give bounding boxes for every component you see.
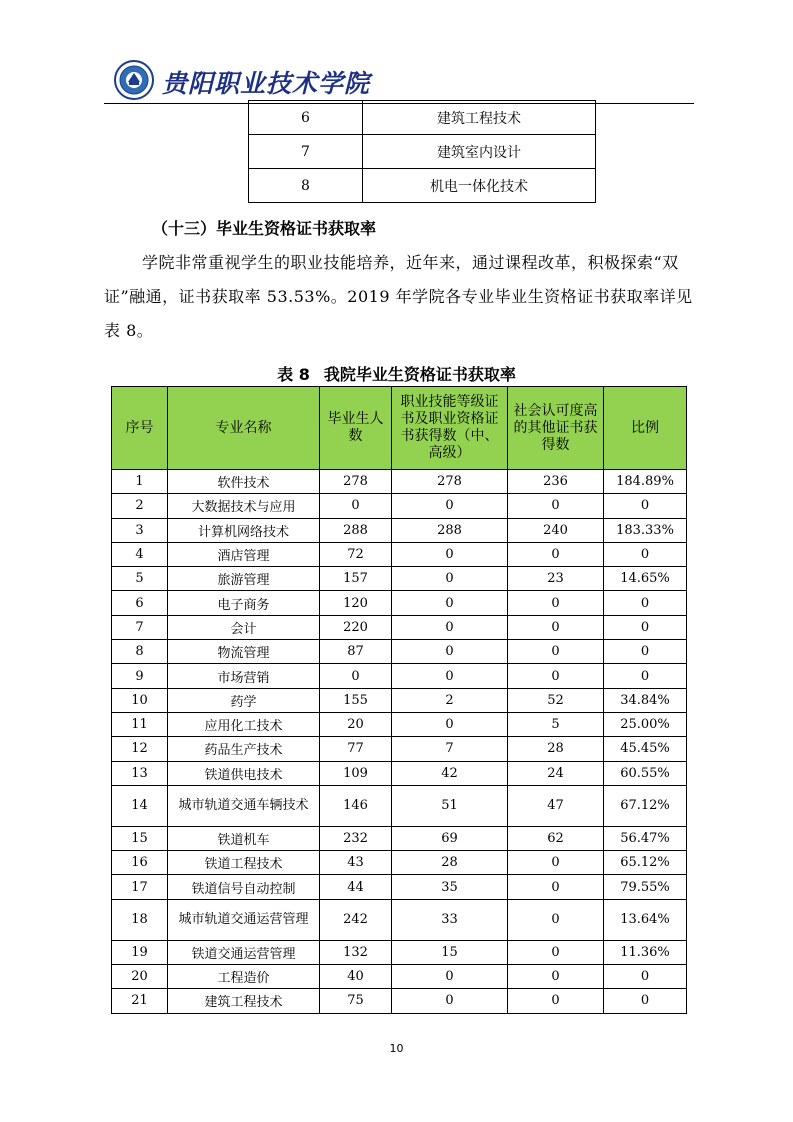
cell-ratio: 34.84% (604, 688, 687, 712)
cell-major: 会计 (168, 615, 320, 639)
cell-no: 15 (112, 826, 168, 850)
cell-major: 铁道工程技术 (168, 851, 320, 875)
cell-skill-certs: 0 (392, 712, 508, 736)
cell-no: 13 (112, 761, 168, 785)
table-row (112, 940, 687, 964)
table-row (112, 591, 687, 615)
cell-other-certs: 0 (508, 615, 604, 639)
cell-other-certs: 240 (508, 518, 604, 542)
table-row (112, 826, 687, 850)
header-no: 序号 (112, 387, 168, 470)
cell-graduates: 157 (320, 567, 392, 591)
cell-no: 7 (249, 135, 363, 169)
cell-skill-certs: 278 (392, 470, 508, 494)
table-row (112, 664, 687, 688)
cell-other-certs: 0 (508, 851, 604, 875)
cell-major: 铁道机车 (168, 826, 320, 850)
cell-graduates: 232 (320, 826, 392, 850)
cell-no: 3 (112, 518, 168, 542)
cell-no: 10 (112, 688, 168, 712)
college-seal-icon (114, 60, 154, 100)
table-row (112, 470, 687, 494)
table-row (249, 135, 596, 169)
cell-ratio: 56.47% (604, 826, 687, 850)
cell-graduates: 155 (320, 688, 392, 712)
cell-graduates: 87 (320, 640, 392, 664)
cell-no: 12 (112, 737, 168, 761)
table-caption-label: 表 8 (277, 365, 310, 384)
cell-no: 14 (112, 785, 168, 826)
cell-other-certs: 0 (508, 640, 604, 664)
table-row (112, 518, 687, 542)
table-row (112, 567, 687, 591)
cell-no: 19 (112, 940, 168, 964)
table-caption-title: 我院毕业生资格证书获取率 (323, 365, 516, 384)
cell-ratio: 0 (604, 542, 687, 566)
cell-major: 建筑室内设计 (363, 135, 596, 169)
cell-major: 应用化工技术 (168, 712, 320, 736)
cell-ratio: 0 (604, 494, 687, 518)
cell-major: 工程造价 (168, 965, 320, 989)
cell-major: 城市轨道交通车辆技术 (168, 785, 320, 826)
header-ratio: 比例 (604, 387, 687, 470)
cell-skill-certs: 0 (392, 640, 508, 664)
cell-ratio: 0 (604, 989, 687, 1013)
cell-skill-certs: 0 (392, 664, 508, 688)
cell-ratio: 79.55% (604, 875, 687, 899)
cell-graduates: 220 (320, 615, 392, 639)
cell-ratio: 0 (604, 664, 687, 688)
body-paragraph: 学院非常重视学生的职业技能培养，近年来，通过课程改革，积极探索“双证”融通，证书获取率 53.53%。2019 年学院各专业毕业生资格证书获取率详见表 8。 (104, 253, 693, 340)
cell-major: 市场营销 (168, 664, 320, 688)
table-row (112, 688, 687, 712)
cell-major: 大数据技术与应用 (168, 494, 320, 518)
cell-no: 6 (112, 591, 168, 615)
cell-graduates: 40 (320, 965, 392, 989)
cell-graduates: 75 (320, 989, 392, 1013)
table-row (112, 899, 687, 940)
cell-no: 5 (112, 567, 168, 591)
cell-skill-certs: 0 (392, 965, 508, 989)
cell-other-certs: 0 (508, 542, 604, 566)
cell-graduates: 20 (320, 712, 392, 736)
cell-ratio: 0 (604, 615, 687, 639)
cell-graduates: 288 (320, 518, 392, 542)
cell-other-certs: 47 (508, 785, 604, 826)
cell-no: 1 (112, 470, 168, 494)
cell-major: 物流管理 (168, 640, 320, 664)
cell-skill-certs: 0 (392, 567, 508, 591)
cell-major: 铁道信号自动控制 (168, 875, 320, 899)
cell-ratio: 67.12% (604, 785, 687, 826)
cell-skill-certs: 0 (392, 542, 508, 566)
cell-major: 计算机网络技术 (168, 518, 320, 542)
cell-other-certs: 0 (508, 664, 604, 688)
cell-ratio: 60.55% (604, 761, 687, 785)
cell-other-certs: 0 (508, 940, 604, 964)
cell-no: 4 (112, 542, 168, 566)
cell-ratio: 45.45% (604, 737, 687, 761)
cell-other-certs: 0 (508, 899, 604, 940)
header-graduates: 毕业生人数 (320, 387, 392, 470)
cell-other-certs: 23 (508, 567, 604, 591)
cell-graduates: 132 (320, 940, 392, 964)
cell-ratio: 13.64% (604, 899, 687, 940)
table-row (112, 761, 687, 785)
table-row (112, 494, 687, 518)
table-row (112, 737, 687, 761)
cell-no: 9 (112, 664, 168, 688)
cell-no: 8 (112, 640, 168, 664)
table-row (112, 615, 687, 639)
cell-no: 20 (112, 965, 168, 989)
cell-ratio: 11.36% (604, 940, 687, 964)
cell-other-certs: 62 (508, 826, 604, 850)
table-row (112, 875, 687, 899)
cell-ratio: 0 (604, 965, 687, 989)
cell-other-certs: 0 (508, 591, 604, 615)
cell-other-certs: 52 (508, 688, 604, 712)
cell-other-certs: 28 (508, 737, 604, 761)
cell-skill-certs: 28 (392, 851, 508, 875)
cell-other-certs: 0 (508, 965, 604, 989)
table-row (112, 640, 687, 664)
continued-table (248, 100, 596, 203)
cell-skill-certs: 33 (392, 899, 508, 940)
table-row (112, 851, 687, 875)
cell-skill-certs: 0 (392, 615, 508, 639)
cell-ratio: 184.89% (604, 470, 687, 494)
cell-graduates: 77 (320, 737, 392, 761)
cell-skill-certs: 35 (392, 875, 508, 899)
cell-graduates: 43 (320, 851, 392, 875)
cell-major: 药品生产技术 (168, 737, 320, 761)
header-skill-certs: 职业技能等级证书及职业资格证书获得数（中、高级） (392, 387, 508, 470)
cell-ratio: 0 (604, 591, 687, 615)
cell-graduates: 0 (320, 494, 392, 518)
page-number: 10 (389, 1042, 404, 1055)
cell-no: 6 (249, 101, 363, 135)
certificate-rate-table (111, 386, 687, 1014)
table-row (249, 101, 596, 135)
cell-other-certs: 236 (508, 470, 604, 494)
header-major: 专业名称 (168, 387, 320, 470)
cell-major: 城市轨道交通运营管理 (168, 899, 320, 940)
cell-graduates: 44 (320, 875, 392, 899)
cell-major: 药学 (168, 688, 320, 712)
table-row (112, 989, 687, 1013)
table-row (112, 785, 687, 826)
table-row (112, 542, 687, 566)
cell-graduates: 146 (320, 785, 392, 826)
cell-other-certs: 0 (508, 875, 604, 899)
cell-skill-certs: 69 (392, 826, 508, 850)
cell-major: 铁道交通运营管理 (168, 940, 320, 964)
table-row (112, 712, 687, 736)
cell-skill-certs: 0 (392, 494, 508, 518)
cell-ratio: 0 (604, 640, 687, 664)
cell-graduates: 242 (320, 899, 392, 940)
cell-graduates: 109 (320, 761, 392, 785)
cell-no: 2 (112, 494, 168, 518)
cell-major: 软件技术 (168, 470, 320, 494)
cell-skill-certs: 15 (392, 940, 508, 964)
table-caption (0, 362, 793, 385)
cell-ratio: 65.12% (604, 851, 687, 875)
cell-major: 建筑工程技术 (363, 101, 596, 135)
cell-ratio: 183.33% (604, 518, 687, 542)
cell-other-certs: 24 (508, 761, 604, 785)
cell-major: 铁道供电技术 (168, 761, 320, 785)
header-other-certs: 社会认可度高的其他证书获得数 (508, 387, 604, 470)
cell-major: 机电一体化技术 (363, 169, 596, 203)
section-heading: （十三）毕业生资格证书获取率 (152, 219, 377, 238)
cell-skill-certs: 2 (392, 688, 508, 712)
cell-other-certs: 0 (508, 989, 604, 1013)
cell-graduates: 72 (320, 542, 392, 566)
college-logo-text: 贵阳职业技术学院 (162, 69, 371, 98)
cell-other-certs: 5 (508, 712, 604, 736)
cell-no: 21 (112, 989, 168, 1013)
cell-graduates: 0 (320, 664, 392, 688)
cell-skill-certs: 288 (392, 518, 508, 542)
cell-skill-certs: 51 (392, 785, 508, 826)
cell-no: 17 (112, 875, 168, 899)
cell-no: 16 (112, 851, 168, 875)
cell-skill-certs: 42 (392, 761, 508, 785)
cell-no: 8 (249, 169, 363, 203)
cell-other-certs: 0 (508, 494, 604, 518)
cell-skill-certs: 0 (392, 989, 508, 1013)
cell-graduates: 278 (320, 470, 392, 494)
cell-no: 18 (112, 899, 168, 940)
cell-major: 旅游管理 (168, 567, 320, 591)
cell-skill-certs: 0 (392, 591, 508, 615)
table-row (249, 169, 596, 203)
cell-skill-certs: 7 (392, 737, 508, 761)
cell-major: 建筑工程技术 (168, 989, 320, 1013)
cell-graduates: 120 (320, 591, 392, 615)
cell-ratio: 25.00% (604, 712, 687, 736)
cell-no: 7 (112, 615, 168, 639)
cell-major: 电子商务 (168, 591, 320, 615)
page-header (104, 58, 694, 106)
cell-no: 11 (112, 712, 168, 736)
cell-ratio: 14.65% (604, 567, 687, 591)
cell-major: 酒店管理 (168, 542, 320, 566)
table-row (112, 965, 687, 989)
